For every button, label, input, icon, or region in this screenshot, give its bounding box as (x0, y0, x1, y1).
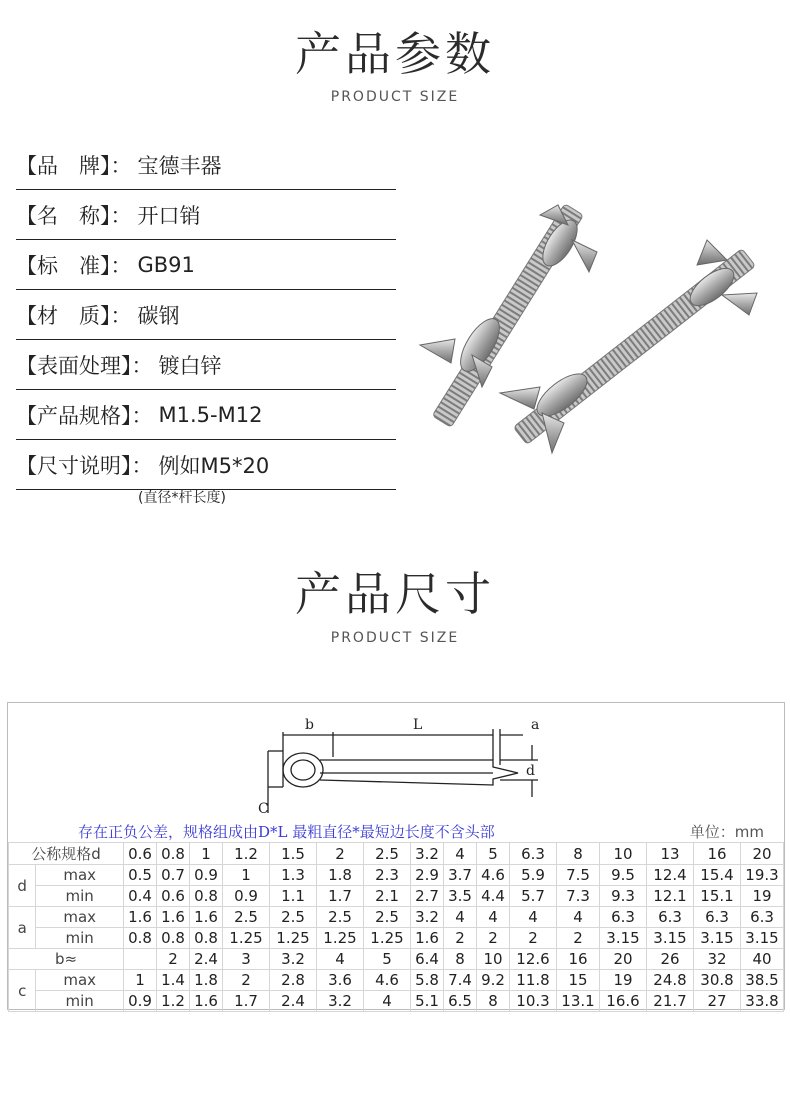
table-cell: 0.8 (157, 928, 190, 949)
table-cell: 1.25 (364, 928, 411, 949)
table-cell: 2.4 (270, 991, 317, 1012)
table-cell: 3.7 (444, 865, 477, 886)
table-cell: 2.1 (364, 886, 411, 907)
spec-label: 【尺寸说明】： (16, 453, 153, 478)
table-cell: 10.3 (510, 991, 557, 1012)
table-cell: 5.1 (411, 991, 444, 1012)
table-cell: 40 (741, 949, 784, 970)
table-cell: 16 (557, 949, 600, 970)
size-header-cell: 1.5 (270, 843, 317, 865)
table-cell: 1.6 (190, 991, 223, 1012)
size-header-cell: 1.2 (223, 843, 270, 865)
size-header-cell: 16 (694, 843, 741, 865)
table-cell: 0.9 (223, 886, 270, 907)
size-header-cell: 3.2 (411, 843, 444, 865)
spec-value: GB91 (137, 252, 195, 277)
row-sub-label: min (36, 886, 124, 907)
spec-row-standard (16, 240, 396, 290)
table-cell: 1.7 (317, 886, 364, 907)
table-row (9, 970, 784, 991)
spec-row-brand (16, 140, 396, 190)
spec-note: (直径*杆长度) (138, 490, 226, 506)
table-cell: 1 (124, 970, 157, 991)
cotter-pin-diagram (248, 707, 548, 819)
table-cell: 3.15 (600, 928, 647, 949)
table-cell: 2 (510, 928, 557, 949)
row-group-label: b≈ (9, 949, 124, 970)
row-sub-label: max (36, 907, 124, 928)
row-sub-label: min (36, 991, 124, 1012)
spec-label: 【名 称】： (16, 203, 132, 228)
table-cell: 4 (477, 907, 510, 928)
table-row (9, 843, 784, 865)
table-cell: 3.15 (741, 928, 784, 949)
row-group-label: a (9, 907, 36, 949)
table-cell: 7.5 (557, 865, 600, 886)
table-cell: 8 (477, 991, 510, 1012)
spec-list (16, 140, 396, 490)
table-cell: 0.8 (124, 928, 157, 949)
table-cell: 3.15 (647, 928, 694, 949)
table-row (9, 865, 784, 886)
spec-label: 【品 牌】： (16, 153, 132, 178)
table-cell: 24.8 (647, 970, 694, 991)
table-cell: 4 (317, 949, 364, 970)
spec-value: 宝德丰器 (137, 153, 222, 178)
table-cell: 2.9 (411, 865, 444, 886)
diagram-label-d: d (526, 763, 535, 779)
table-cell: 13.1 (557, 991, 600, 1012)
table-cell: 1.25 (317, 928, 364, 949)
table-cell: 2 (157, 949, 190, 970)
table-cell: 0.6 (157, 886, 190, 907)
table-cell: 3.2 (270, 949, 317, 970)
section-subtitle-params: PRODUCT SIZE (330, 89, 460, 105)
table-cell: 26 (647, 949, 694, 970)
table-cell: 32 (694, 949, 741, 970)
table-cell: 3.6 (317, 970, 364, 991)
spec-label: 【产品规格】： (16, 403, 153, 428)
spec-value: 例如M5*20 (158, 453, 270, 478)
table-cell: 10 (477, 949, 510, 970)
table-cell: 3.2 (411, 907, 444, 928)
product-photo-wing-bolts (412, 195, 772, 470)
table-cell: 2.3 (364, 865, 411, 886)
table-cell: 0.5 (124, 865, 157, 886)
table-row (9, 949, 784, 970)
size-header-cell: 5 (477, 843, 510, 865)
table-cell: 1.6 (411, 928, 444, 949)
table-cell: 7.3 (557, 886, 600, 907)
spec-row-surface (16, 340, 396, 390)
spec-value: 镀白锌 (158, 353, 222, 378)
table-cell: 30.8 (694, 970, 741, 991)
row-group-label: c (9, 970, 36, 1012)
diagram-label-c: C (258, 801, 269, 817)
size-header-cell: 6.3 (510, 843, 557, 865)
table-cell: 1.8 (317, 865, 364, 886)
table-cell: 2.5 (223, 907, 270, 928)
row-sub-label: max (36, 865, 124, 886)
size-header-cell: 10 (600, 843, 647, 865)
table-row (9, 886, 784, 907)
table-cell: 8 (444, 949, 477, 970)
table-cell: 15 (557, 970, 600, 991)
table-cell: 15.4 (694, 865, 741, 886)
table-cell: 2.8 (270, 970, 317, 991)
table-cell: 27 (694, 991, 741, 1012)
table-cell: 33.8 (741, 991, 784, 1012)
table-header-label: 公称规格d (9, 843, 124, 865)
table-row (9, 928, 784, 949)
table-cell-empty (124, 949, 157, 970)
row-group-label: d (9, 865, 36, 907)
table-cell: 0.9 (190, 865, 223, 886)
table-cell: 2.5 (270, 907, 317, 928)
size-header-cell: 2.5 (364, 843, 411, 865)
table-cell: 6.3 (741, 907, 784, 928)
table-cell: 38.5 (741, 970, 784, 991)
spec-label: 【表面处理】： (16, 353, 153, 378)
table-cell: 9.2 (477, 970, 510, 991)
table-cell: 2.4 (190, 949, 223, 970)
table-cell: 7.4 (444, 970, 477, 991)
table-cell: 19.3 (741, 865, 784, 886)
section-title-params: 产品参数 (295, 27, 495, 81)
table-cell: 16.6 (600, 991, 647, 1012)
table-row (9, 991, 784, 1012)
table-cell: 0.9 (124, 991, 157, 1012)
table-cell: 6.3 (600, 907, 647, 928)
table-cell: 6.3 (647, 907, 694, 928)
section-title-size: 产品尺寸 (295, 567, 495, 621)
table-cell: 12.4 (647, 865, 694, 886)
spec-row-name (16, 190, 396, 240)
table-cell: 1.6 (124, 907, 157, 928)
table-cell: 1.4 (157, 970, 190, 991)
table-cell: 12.1 (647, 886, 694, 907)
table-cell: 5.7 (510, 886, 557, 907)
table-unit: 单位：mm (689, 823, 764, 841)
table-cell: 3.2 (317, 991, 364, 1012)
table-cell: 15.1 (694, 886, 741, 907)
table-cell: 5.8 (411, 970, 444, 991)
table-cell: 2 (223, 970, 270, 991)
table-cell: 1.25 (270, 928, 317, 949)
table-cell: 0.8 (190, 886, 223, 907)
table-cell: 2.5 (364, 907, 411, 928)
table-cell: 9.5 (600, 865, 647, 886)
table-row (9, 907, 784, 928)
table-cell: 0.8 (190, 928, 223, 949)
table-cell: 2.5 (317, 907, 364, 928)
diagram-label-a: a (531, 717, 540, 733)
table-cell: 4 (557, 907, 600, 928)
table-cell: 3.5 (444, 886, 477, 907)
size-table (8, 842, 784, 1012)
spec-value: 开口销 (137, 203, 201, 228)
table-cell: 19 (600, 970, 647, 991)
table-cell: 1.8 (190, 970, 223, 991)
size-header-cell: 1 (190, 843, 223, 865)
size-header-cell: 0.6 (124, 843, 157, 865)
table-cell: 6.3 (694, 907, 741, 928)
table-cell: 2 (444, 928, 477, 949)
table-cell: 0.4 (124, 886, 157, 907)
size-header-cell: 2 (317, 843, 364, 865)
size-table-panel (7, 702, 785, 1010)
section-subtitle-size: PRODUCT SIZE (330, 630, 460, 646)
table-cell: 2 (557, 928, 600, 949)
table-cell: 5.9 (510, 865, 557, 886)
table-cell: 19 (741, 886, 784, 907)
table-cell: 6.4 (411, 949, 444, 970)
table-cell: 1.25 (223, 928, 270, 949)
table-cell: 1.3 (270, 865, 317, 886)
table-cell: 4 (510, 907, 557, 928)
spec-row-spec (16, 390, 396, 440)
diagram-label-L: L (413, 717, 423, 733)
table-cell: 5 (364, 949, 411, 970)
table-cell: 1.6 (157, 907, 190, 928)
table-cell: 2.7 (411, 886, 444, 907)
size-header-cell: 20 (741, 843, 784, 865)
table-cell: 4.6 (364, 970, 411, 991)
table-cell: 11.8 (510, 970, 557, 991)
table-cell: 3.15 (694, 928, 741, 949)
row-sub-label: max (36, 970, 124, 991)
table-cell: 20 (600, 949, 647, 970)
spec-row-size (16, 440, 396, 490)
size-header-cell: 0.8 (157, 843, 190, 865)
table-cell: 1.2 (157, 991, 190, 1012)
table-cell: 2 (477, 928, 510, 949)
table-cell: 4.4 (477, 886, 510, 907)
size-header-cell: 13 (647, 843, 694, 865)
table-cell: 4 (444, 907, 477, 928)
size-header-cell: 4 (444, 843, 477, 865)
spec-label: 【标 准】： (16, 253, 132, 278)
table-cell: 21.7 (647, 991, 694, 1012)
table-cell: 1.1 (270, 886, 317, 907)
table-cell: 6.5 (444, 991, 477, 1012)
table-cell: 1.7 (223, 991, 270, 1012)
spec-row-material (16, 290, 396, 340)
spec-label: 【材 质】： (16, 303, 132, 328)
table-cell: 0.7 (157, 865, 190, 886)
table-cell: 1.6 (190, 907, 223, 928)
table-cell: 3 (223, 949, 270, 970)
table-cell: 12.6 (510, 949, 557, 970)
diagram-label-b: b (305, 717, 314, 733)
table-cell: 4.6 (477, 865, 510, 886)
spec-value: 碳钢 (137, 303, 180, 328)
table-cell: 1 (223, 865, 270, 886)
row-sub-label: min (36, 928, 124, 949)
size-header-cell: 8 (557, 843, 600, 865)
table-cell: 9.3 (600, 886, 647, 907)
table-note: 存在正负公差，规格组成由D*L 最粗直径*最短边长度不含头部 (78, 823, 495, 841)
table-cell: 4 (364, 991, 411, 1012)
spec-value: M1.5-M12 (158, 402, 263, 427)
